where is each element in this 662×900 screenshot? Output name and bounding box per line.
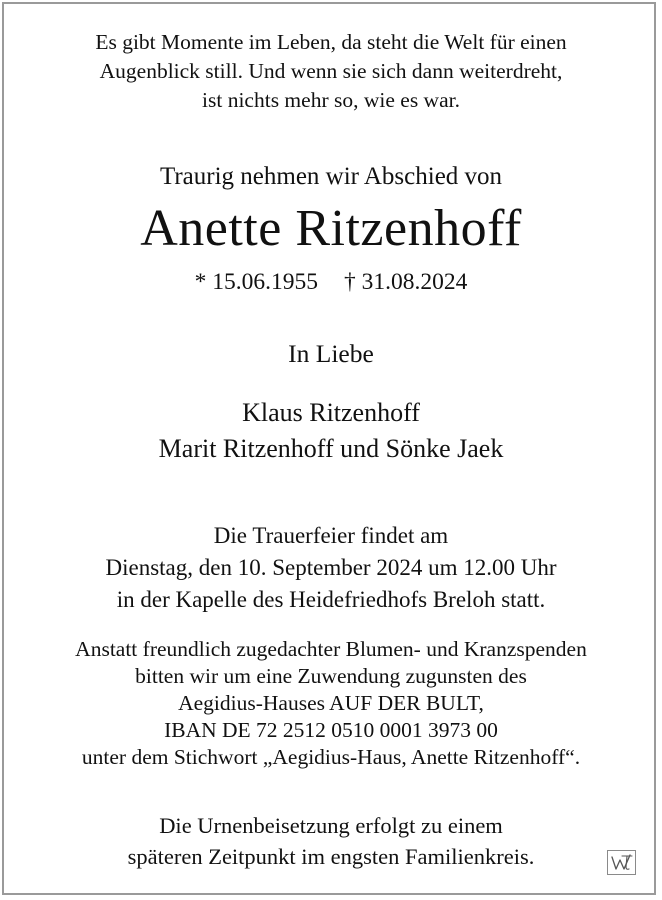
birth-date: * 15.06.1955 <box>194 269 318 295</box>
ceremony-line: Die Trauerfeier findet am <box>213 523 449 548</box>
burial-line: Die Urnenbeisetzung erfolgt zu einem <box>159 813 503 838</box>
death-date: † 31.08.2024 <box>344 269 468 295</box>
publisher-logo-icon <box>607 850 636 875</box>
burial-info <box>0 810 662 872</box>
mourner-name: Klaus Ritzenhoff <box>242 398 420 427</box>
lead-text: Traurig nehmen wir Abschied von <box>159 163 503 190</box>
donation-line: unter dem Stichwort „Aegidius-Haus, Anette Ritzenhoff“. <box>81 745 581 769</box>
intro-line: Augenblick still. Und wenn sie sich dann weiterdreht, <box>99 59 563 83</box>
donation-line: Anstatt freundlich zugedachter Blumen- und Kranzspenden <box>75 637 587 661</box>
mourners-list <box>0 395 662 467</box>
ceremony-line: in der Kapelle des Heidefriedhofs Breloh statt. <box>116 587 546 612</box>
life-dates <box>0 266 662 298</box>
donation-line: bitten wir um eine Zuwendung zugunsten des <box>135 664 527 688</box>
donation-line: Aegidius-Hauses AUF DER BULT, <box>178 691 484 715</box>
donation-iban: IBAN DE 72 2512 0510 0001 3973 00 <box>164 718 498 742</box>
deceased-name: Anette Ritzenhoff <box>140 200 522 257</box>
in-love-heading: In Liebe <box>288 339 374 368</box>
mourner-name: Marit Ritzenhoff und Sönke Jaek <box>158 434 504 463</box>
burial-line: späteren Zeitpunkt im engsten Familienkreis. <box>127 844 535 869</box>
intro-line: Es gibt Momente im Leben, da steht die Welt für einen <box>95 30 567 54</box>
ceremony-info <box>0 520 662 616</box>
intro-line: ist nichts mehr so, wie es war. <box>202 88 460 112</box>
intro-quote <box>0 28 662 115</box>
ceremony-line: Dienstag, den 10. September 2024 um 12.00 Uhr <box>105 555 557 580</box>
donation-info <box>0 636 662 771</box>
